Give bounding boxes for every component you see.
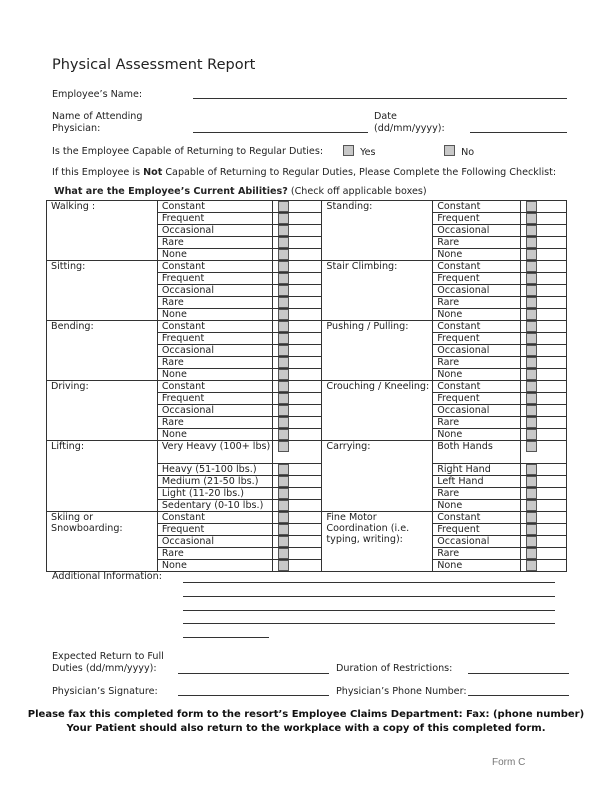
physician-label-line2: Physician:: [52, 122, 101, 134]
checklist-instruction: [52, 167, 556, 179]
ability-checkbox[interactable]: [526, 285, 537, 296]
table-row: [47, 201, 567, 213]
ability-checkbox[interactable]: [278, 201, 289, 212]
ability-checkbox-cell: [272, 464, 322, 476]
ability-option: Frequent: [157, 524, 272, 536]
expected-return-field[interactable]: [178, 673, 329, 674]
ability-checkbox[interactable]: [278, 273, 289, 284]
ability-checkbox[interactable]: [278, 321, 289, 332]
ability-checkbox-cell: [272, 249, 322, 261]
ability-checkbox-cell: [272, 536, 322, 548]
page-title: Physical Assessment Report: [52, 57, 256, 73]
ability-category: Carrying:: [322, 441, 433, 512]
ability-option: Left Hand: [433, 476, 521, 488]
ability-checkbox[interactable]: [526, 488, 537, 499]
ability-option: None: [433, 429, 521, 441]
no-checkbox[interactable]: [444, 145, 455, 156]
ability-option: None: [433, 560, 521, 572]
fax-instruction: Please fax this completed form to the resort’s Employee Claims Department: Fax: (phone number): [27, 709, 585, 720]
ability-option: Constant: [157, 381, 272, 393]
ability-checkbox-cell: [272, 512, 322, 524]
additional-info-line-1[interactable]: [183, 582, 555, 583]
ability-option: None: [433, 500, 521, 512]
ability-option: None: [157, 249, 272, 261]
ability-checkbox-cell: [272, 345, 322, 357]
ability-checkbox-cell: [272, 524, 322, 536]
ability-checkbox[interactable]: [278, 309, 289, 320]
ability-checkbox[interactable]: [526, 512, 537, 523]
ability-option: Both Hands: [433, 441, 521, 464]
ability-checkbox-cell: [272, 476, 322, 488]
ability-checkbox[interactable]: [278, 237, 289, 248]
ability-checkbox-cell: [521, 429, 567, 441]
ability-checkbox[interactable]: [278, 512, 289, 523]
ability-option: Right Hand: [433, 464, 521, 476]
table-row: [47, 321, 567, 333]
ability-option: Rare: [157, 417, 272, 429]
physician-name-field[interactable]: [193, 132, 368, 133]
ability-category: Sitting:: [47, 261, 158, 321]
ability-checkbox-cell: [272, 560, 322, 572]
ability-category: Driving:: [47, 381, 158, 441]
ability-checkbox-cell: [521, 464, 567, 476]
ability-option: Occasional: [157, 536, 272, 548]
ability-checkbox-cell: [521, 249, 567, 261]
ability-checkbox-cell: [521, 393, 567, 405]
ability-option: Frequent: [433, 524, 521, 536]
no-option[interactable]: [444, 145, 474, 159]
ability-checkbox[interactable]: [278, 369, 289, 380]
ability-option: Occasional: [433, 405, 521, 417]
ability-option: Frequent: [157, 273, 272, 285]
ability-checkbox[interactable]: [278, 441, 289, 452]
ability-checkbox-cell: [521, 237, 567, 249]
ability-option: None: [157, 309, 272, 321]
ability-option: None: [433, 309, 521, 321]
ability-category: Standing:: [322, 201, 433, 261]
ability-checkbox-cell: [521, 441, 567, 464]
ability-checkbox[interactable]: [526, 393, 537, 404]
ability-checkbox[interactable]: [526, 500, 537, 511]
ability-checkbox-cell: [272, 357, 322, 369]
ability-option: Rare: [433, 488, 521, 500]
ability-checkbox[interactable]: [526, 333, 537, 344]
employee-name-field[interactable]: [193, 98, 567, 99]
ability-checkbox-cell: [521, 201, 567, 213]
ability-checkbox-cell: [272, 261, 322, 273]
employee-name-label: Employee’s Name:: [52, 89, 143, 100]
ability-checkbox-cell: [272, 237, 322, 249]
date-field[interactable]: [470, 132, 567, 133]
ability-checkbox-cell: [521, 560, 567, 572]
ability-checkbox-cell: [272, 201, 322, 213]
ability-checkbox[interactable]: [526, 297, 537, 308]
ability-option: Medium (21-50 lbs.): [157, 476, 272, 488]
ability-checkbox[interactable]: [526, 273, 537, 284]
ability-checkbox-cell: [521, 213, 567, 225]
ability-category: Lifting:: [47, 441, 158, 512]
phone-label: Physician’s Phone Number:: [336, 686, 467, 697]
ability-checkbox-cell: [521, 417, 567, 429]
ability-checkbox[interactable]: [278, 524, 289, 535]
table-row: [47, 512, 567, 524]
ability-checkbox[interactable]: [526, 476, 537, 487]
duration-label: Duration of Restrictions:: [336, 663, 453, 674]
ability-checkbox[interactable]: [278, 393, 289, 404]
ability-option: Occasional: [433, 536, 521, 548]
ability-option: Occasional: [157, 285, 272, 297]
ability-category: Walking :: [47, 201, 158, 261]
ability-checkbox[interactable]: [278, 500, 289, 511]
ability-checkbox[interactable]: [526, 536, 537, 547]
ability-checkbox-cell: [272, 393, 322, 405]
date-label: [374, 111, 445, 134]
ability-checkbox[interactable]: [278, 345, 289, 356]
table-row: [47, 441, 567, 464]
ability-checkbox-cell: [272, 417, 322, 429]
additional-info-line-5[interactable]: [183, 637, 269, 638]
ability-checkbox[interactable]: [278, 488, 289, 499]
ability-checkbox[interactable]: [526, 261, 537, 272]
yes-label: Yes: [360, 147, 376, 158]
ability-checkbox[interactable]: [278, 213, 289, 224]
date-label-line1: Date: [374, 111, 397, 122]
ability-checkbox-cell: [272, 297, 322, 309]
ability-checkbox-cell: [272, 321, 322, 333]
signature-label: Physician’s Signature:: [52, 686, 158, 697]
additional-info-label: Additional Information:: [52, 571, 162, 582]
ability-checkbox[interactable]: [278, 464, 289, 475]
ability-option: Rare: [433, 297, 521, 309]
abilities-heading-bold: What are the Employee’s Current Abilities?: [54, 186, 288, 197]
ability-option: Frequent: [433, 273, 521, 285]
physician-label: [52, 111, 142, 134]
ability-option: Constant: [433, 261, 521, 273]
table-row: [47, 381, 567, 393]
ability-checkbox-cell: [521, 524, 567, 536]
ability-checkbox-cell: [521, 405, 567, 417]
ability-checkbox[interactable]: [526, 369, 537, 380]
ability-option: Rare: [157, 357, 272, 369]
ability-option: Rare: [433, 357, 521, 369]
ability-category: Crouching / Kneeling:: [322, 381, 433, 441]
ability-checkbox[interactable]: [278, 225, 289, 236]
ability-checkbox[interactable]: [526, 405, 537, 416]
ability-option: Constant: [433, 201, 521, 213]
ability-option: Constant: [157, 201, 272, 213]
ability-option: Rare: [433, 548, 521, 560]
ability-checkbox[interactable]: [278, 357, 289, 368]
duration-field[interactable]: [468, 673, 569, 674]
checklist-bold: Not: [143, 167, 163, 178]
yes-checkbox[interactable]: [343, 145, 354, 156]
return-instruction: Your Patient should also return to the workplace with a copy of this completed form.: [66, 723, 546, 734]
ability-option: Constant: [433, 381, 521, 393]
ability-checkbox-cell: [521, 381, 567, 393]
form-id: Form C: [492, 757, 526, 768]
ability-option: Constant: [157, 321, 272, 333]
ability-option: None: [433, 369, 521, 381]
physician-label-line1: Name of Attending: [52, 111, 143, 122]
ability-checkbox-cell: [521, 297, 567, 309]
ability-option: Frequent: [433, 393, 521, 405]
ability-checkbox-cell: [272, 548, 322, 560]
ability-checkbox-cell: [272, 225, 322, 237]
ability-option: Constant: [157, 261, 272, 273]
ability-option: None: [433, 249, 521, 261]
ability-checkbox-cell: [272, 285, 322, 297]
ability-checkbox-cell: [521, 357, 567, 369]
ability-checkbox-cell: [521, 333, 567, 345]
ability-checkbox-cell: [272, 405, 322, 417]
ability-category: Pushing / Pulling:: [322, 321, 433, 381]
ability-checkbox-cell: [272, 309, 322, 321]
yes-option[interactable]: [343, 145, 376, 159]
ability-option: Occasional: [433, 285, 521, 297]
ability-option: Constant: [433, 321, 521, 333]
ability-checkbox-cell: [521, 225, 567, 237]
ability-checkbox-cell: [521, 321, 567, 333]
ability-option: Occasional: [433, 345, 521, 357]
ability-option: Frequent: [433, 213, 521, 225]
ability-checkbox-cell: [272, 273, 322, 285]
ability-option: Frequent: [157, 213, 272, 225]
ability-checkbox-cell: [272, 369, 322, 381]
additional-info-line-4[interactable]: [183, 623, 555, 624]
ability-option: Rare: [157, 548, 272, 560]
ability-checkbox[interactable]: [526, 249, 537, 260]
ability-checkbox-cell: [521, 285, 567, 297]
ability-option: Constant: [157, 512, 272, 524]
expected-return-line1: Expected Return to Full: [52, 651, 164, 662]
checklist-pre: If this Employee is: [52, 167, 144, 178]
date-label-line2: (dd/mm/yyyy):: [374, 122, 445, 134]
ability-checkbox[interactable]: [278, 476, 289, 487]
ability-option: Heavy (51-100 lbs.): [157, 464, 272, 476]
table-row: [47, 261, 567, 273]
ability-checkbox-cell: [521, 369, 567, 381]
ability-checkbox-cell: [272, 333, 322, 345]
capable-question: Is the Employee Capable of Returning to Regular Duties:: [52, 146, 324, 157]
ability-checkbox-cell: [521, 512, 567, 524]
ability-checkbox-cell: [272, 381, 322, 393]
ability-checkbox-cell: [521, 345, 567, 357]
ability-checkbox[interactable]: [526, 524, 537, 535]
ability-option: Occasional: [433, 225, 521, 237]
ability-checkbox[interactable]: [278, 429, 289, 440]
ability-checkbox[interactable]: [526, 309, 537, 320]
ability-checkbox[interactable]: [278, 333, 289, 344]
ability-checkbox[interactable]: [526, 560, 537, 571]
ability-category: Fine Motor Coordination (i.e. typing, writing):: [322, 512, 433, 572]
ability-checkbox-cell: [272, 500, 322, 512]
ability-option: Constant: [433, 512, 521, 524]
ability-checkbox[interactable]: [526, 357, 537, 368]
ability-checkbox-cell: [272, 488, 322, 500]
ability-checkbox[interactable]: [526, 321, 537, 332]
ability-option: Sedentary (0-10 lbs.): [157, 500, 272, 512]
ability-checkbox-cell: [521, 488, 567, 500]
additional-info-line-3[interactable]: [183, 610, 555, 611]
ability-option: Occasional: [157, 405, 272, 417]
ability-checkbox-cell: [272, 429, 322, 441]
ability-option: Light (11-20 lbs.): [157, 488, 272, 500]
ability-option: None: [157, 560, 272, 572]
ability-checkbox-cell: [521, 500, 567, 512]
ability-checkbox-cell: [521, 476, 567, 488]
additional-info-line-2[interactable]: [183, 596, 555, 597]
ability-option: Frequent: [157, 333, 272, 345]
ability-checkbox-cell: [272, 441, 322, 464]
ability-checkbox-cell: [521, 273, 567, 285]
ability-option: None: [157, 369, 272, 381]
ability-checkbox[interactable]: [278, 548, 289, 559]
ability-category: Stair Climbing:: [322, 261, 433, 321]
ability-option: Rare: [157, 237, 272, 249]
ability-checkbox[interactable]: [526, 201, 537, 212]
ability-checkbox[interactable]: [278, 297, 289, 308]
ability-checkbox[interactable]: [526, 417, 537, 428]
ability-checkbox[interactable]: [278, 560, 289, 571]
ability-checkbox[interactable]: [526, 441, 537, 452]
checklist-post: Capable of Returning to Regular Duties, Please Complete the Following Checklist:: [162, 167, 557, 178]
abilities-table: [46, 200, 567, 572]
ability-checkbox-cell: [521, 309, 567, 321]
ability-option: Occasional: [157, 345, 272, 357]
ability-checkbox[interactable]: [278, 381, 289, 392]
ability-checkbox-cell: [521, 261, 567, 273]
no-label: No: [461, 147, 475, 158]
ability-checkbox[interactable]: [526, 464, 537, 475]
expected-return-label: [52, 651, 164, 674]
abilities-heading-note: (Check off applicable boxes): [287, 186, 427, 197]
ability-option: None: [157, 429, 272, 441]
ability-checkbox[interactable]: [526, 548, 537, 559]
ability-checkbox-cell: [521, 548, 567, 560]
ability-checkbox[interactable]: [526, 237, 537, 248]
ability-option: Rare: [433, 417, 521, 429]
ability-checkbox[interactable]: [526, 429, 537, 440]
ability-option: Frequent: [157, 393, 272, 405]
ability-checkbox[interactable]: [278, 536, 289, 547]
abilities-heading: [54, 186, 427, 198]
ability-checkbox[interactable]: [526, 213, 537, 224]
ability-checkbox[interactable]: [278, 405, 289, 416]
ability-option: Rare: [433, 237, 521, 249]
ability-option: Rare: [157, 297, 272, 309]
ability-option: Frequent: [433, 333, 521, 345]
ability-checkbox[interactable]: [526, 225, 537, 236]
expected-return-line2: Duties (dd/mm/yyyy):: [52, 662, 157, 674]
ability-category: Bending:: [47, 321, 158, 381]
ability-checkbox-cell: [521, 536, 567, 548]
ability-checkbox[interactable]: [278, 261, 289, 272]
ability-category: Skiing or Snowboarding:: [47, 512, 158, 572]
ability-checkbox[interactable]: [526, 345, 537, 356]
ability-checkbox[interactable]: [278, 417, 289, 428]
ability-option: Very Heavy (100+ lbs): [157, 441, 272, 464]
ability-checkbox-cell: [272, 213, 322, 225]
ability-checkbox[interactable]: [526, 381, 537, 392]
ability-checkbox[interactable]: [278, 249, 289, 260]
ability-checkbox[interactable]: [278, 285, 289, 296]
phone-field[interactable]: [468, 695, 569, 696]
signature-field[interactable]: [178, 695, 329, 696]
ability-option: Occasional: [157, 225, 272, 237]
